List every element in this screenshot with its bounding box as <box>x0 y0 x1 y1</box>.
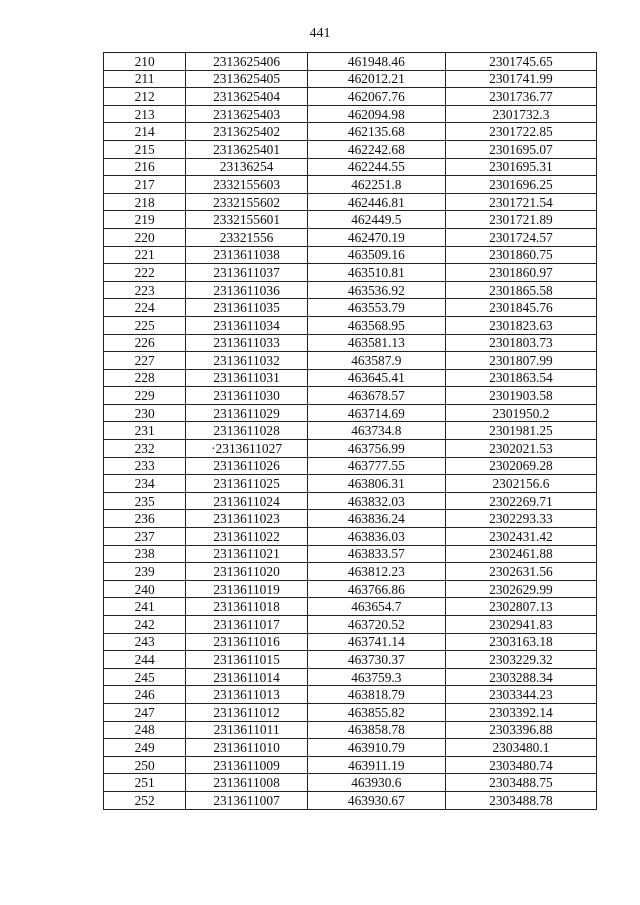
table-row <box>104 791 597 809</box>
y-coordinate-cell: 2303229.32 <box>445 651 596 669</box>
x-coordinate-cell: 463741.14 <box>307 633 445 651</box>
x-coordinate-cell: 462135.68 <box>307 123 445 141</box>
x-coordinate-cell: 463930.6 <box>307 774 445 792</box>
point-id-cell: 2313611022 <box>186 528 307 546</box>
point-id-cell: 2313611035 <box>186 299 307 317</box>
row-number-cell: 210 <box>104 53 186 71</box>
point-id-cell: 2313611037 <box>186 264 307 282</box>
y-coordinate-cell: 2303488.75 <box>445 774 596 792</box>
row-number-cell: 218 <box>104 193 186 211</box>
table-row <box>104 158 597 176</box>
y-coordinate-cell: 2301865.58 <box>445 281 596 299</box>
table-row <box>104 88 597 106</box>
point-id-cell: ·2313611027 <box>186 440 307 458</box>
point-id-cell: 2313625405 <box>186 70 307 88</box>
table-row <box>104 703 597 721</box>
table-row <box>104 492 597 510</box>
y-coordinate-cell: 2301823.63 <box>445 316 596 334</box>
x-coordinate-cell: 463858.78 <box>307 721 445 739</box>
y-coordinate-cell: 2301860.97 <box>445 264 596 282</box>
x-coordinate-cell: 462067.76 <box>307 88 445 106</box>
point-id-cell: 2313611026 <box>186 457 307 475</box>
row-number-cell: 248 <box>104 721 186 739</box>
row-number-cell: 214 <box>104 123 186 141</box>
y-coordinate-cell: 2303392.14 <box>445 703 596 721</box>
point-id-cell: 2313611034 <box>186 316 307 334</box>
coordinates-table <box>103 52 597 810</box>
table-row <box>104 633 597 651</box>
x-coordinate-cell: 463836.03 <box>307 528 445 546</box>
point-id-cell: 2313611012 <box>186 703 307 721</box>
table-row <box>104 369 597 387</box>
table-row <box>104 387 597 405</box>
y-coordinate-cell: 2302461.88 <box>445 545 596 563</box>
row-number-cell: 227 <box>104 352 186 370</box>
point-id-cell: 2313611030 <box>186 387 307 405</box>
x-coordinate-cell: 462251.8 <box>307 176 445 194</box>
table-row <box>104 228 597 246</box>
x-coordinate-cell: 463587.9 <box>307 352 445 370</box>
point-id-cell: 2313611007 <box>186 791 307 809</box>
x-coordinate-cell: 462446.81 <box>307 193 445 211</box>
point-id-cell: 2313611008 <box>186 774 307 792</box>
y-coordinate-cell: 2302431.42 <box>445 528 596 546</box>
point-id-cell: 2313611033 <box>186 334 307 352</box>
row-number-cell: 241 <box>104 598 186 616</box>
y-coordinate-cell: 2301732.3 <box>445 105 596 123</box>
point-id-cell: 2313625403 <box>186 105 307 123</box>
y-coordinate-cell: 2302629.99 <box>445 580 596 598</box>
row-number-cell: 212 <box>104 88 186 106</box>
table-row <box>104 510 597 528</box>
table-row <box>104 264 597 282</box>
x-coordinate-cell: 462449.5 <box>307 211 445 229</box>
row-number-cell: 249 <box>104 739 186 757</box>
x-coordinate-cell: 463930.67 <box>307 791 445 809</box>
row-number-cell: 239 <box>104 563 186 581</box>
x-coordinate-cell: 463759.3 <box>307 668 445 686</box>
x-coordinate-cell: 463911.19 <box>307 756 445 774</box>
x-coordinate-cell: 462242.68 <box>307 140 445 158</box>
row-number-cell: 231 <box>104 422 186 440</box>
row-number-cell: 225 <box>104 316 186 334</box>
table-row <box>104 739 597 757</box>
y-coordinate-cell: 2303396.88 <box>445 721 596 739</box>
point-id-cell: 2313611016 <box>186 633 307 651</box>
table-row <box>104 756 597 774</box>
table-row <box>104 334 597 352</box>
row-number-cell: 252 <box>104 791 186 809</box>
y-coordinate-cell: 2302021.53 <box>445 440 596 458</box>
point-id-cell: 2313611013 <box>186 686 307 704</box>
y-coordinate-cell: 2301721.54 <box>445 193 596 211</box>
x-coordinate-cell: 463832.03 <box>307 492 445 510</box>
x-coordinate-cell: 463678.57 <box>307 387 445 405</box>
y-coordinate-cell: 2303488.78 <box>445 791 596 809</box>
y-coordinate-cell: 2301736.77 <box>445 88 596 106</box>
y-coordinate-cell: 2301981.25 <box>445 422 596 440</box>
point-id-cell: 2313611010 <box>186 739 307 757</box>
point-id-cell: 2313625401 <box>186 140 307 158</box>
x-coordinate-cell: 463766.86 <box>307 580 445 598</box>
table-row <box>104 211 597 229</box>
row-number-cell: 211 <box>104 70 186 88</box>
row-number-cell: 220 <box>104 228 186 246</box>
row-number-cell: 240 <box>104 580 186 598</box>
point-id-cell: 2313611017 <box>186 616 307 634</box>
x-coordinate-cell: 463714.69 <box>307 404 445 422</box>
table-row <box>104 440 597 458</box>
table-row <box>104 246 597 264</box>
x-coordinate-cell: 463536.92 <box>307 281 445 299</box>
y-coordinate-cell: 2301903.58 <box>445 387 596 405</box>
y-coordinate-cell: 2301695.31 <box>445 158 596 176</box>
point-id-cell: 2313611009 <box>186 756 307 774</box>
table-row <box>104 105 597 123</box>
table-row <box>104 352 597 370</box>
y-coordinate-cell: 2303288.34 <box>445 668 596 686</box>
table-row <box>104 598 597 616</box>
row-number-cell: 234 <box>104 475 186 493</box>
table-row <box>104 580 597 598</box>
x-coordinate-cell: 462012.21 <box>307 70 445 88</box>
y-coordinate-cell: 2301950.2 <box>445 404 596 422</box>
table-body <box>104 53 597 810</box>
table-row <box>104 404 597 422</box>
y-coordinate-cell: 2301863.54 <box>445 369 596 387</box>
table-row <box>104 316 597 334</box>
point-id-cell: 2332155601 <box>186 211 307 229</box>
y-coordinate-cell: 2303163.18 <box>445 633 596 651</box>
row-number-cell: 251 <box>104 774 186 792</box>
table-row <box>104 422 597 440</box>
table-row <box>104 193 597 211</box>
x-coordinate-cell: 463730.37 <box>307 651 445 669</box>
table-row <box>104 721 597 739</box>
point-id-cell: 23321556 <box>186 228 307 246</box>
y-coordinate-cell: 2302069.28 <box>445 457 596 475</box>
row-number-cell: 219 <box>104 211 186 229</box>
x-coordinate-cell: 463509.16 <box>307 246 445 264</box>
row-number-cell: 229 <box>104 387 186 405</box>
x-coordinate-cell: 463836.24 <box>307 510 445 528</box>
x-coordinate-cell: 462094.98 <box>307 105 445 123</box>
table-row <box>104 616 597 634</box>
point-id-cell: 2313611018 <box>186 598 307 616</box>
x-coordinate-cell: 463806.31 <box>307 475 445 493</box>
row-number-cell: 224 <box>104 299 186 317</box>
y-coordinate-cell: 2302941.83 <box>445 616 596 634</box>
point-id-cell: 2313611015 <box>186 651 307 669</box>
x-coordinate-cell: 462244.55 <box>307 158 445 176</box>
y-coordinate-cell: 2301724.57 <box>445 228 596 246</box>
row-number-cell: 223 <box>104 281 186 299</box>
table-row <box>104 70 597 88</box>
point-id-cell: 2313611032 <box>186 352 307 370</box>
table-row <box>104 281 597 299</box>
y-coordinate-cell: 2303480.1 <box>445 739 596 757</box>
row-number-cell: 222 <box>104 264 186 282</box>
row-number-cell: 250 <box>104 756 186 774</box>
x-coordinate-cell: 463720.52 <box>307 616 445 634</box>
y-coordinate-cell: 2301860.75 <box>445 246 596 264</box>
table-row <box>104 176 597 194</box>
table-row <box>104 457 597 475</box>
row-number-cell: 230 <box>104 404 186 422</box>
x-coordinate-cell: 463910.79 <box>307 739 445 757</box>
row-number-cell: 247 <box>104 703 186 721</box>
point-id-cell: 23136254 <box>186 158 307 176</box>
y-coordinate-cell: 2301745.65 <box>445 53 596 71</box>
row-number-cell: 237 <box>104 528 186 546</box>
table-row <box>104 299 597 317</box>
table-row <box>104 528 597 546</box>
x-coordinate-cell: 463581.13 <box>307 334 445 352</box>
point-id-cell: 2313611019 <box>186 580 307 598</box>
row-number-cell: 235 <box>104 492 186 510</box>
table-row <box>104 123 597 141</box>
y-coordinate-cell: 2303480.74 <box>445 756 596 774</box>
row-number-cell: 216 <box>104 158 186 176</box>
x-coordinate-cell: 463777.55 <box>307 457 445 475</box>
row-number-cell: 246 <box>104 686 186 704</box>
y-coordinate-cell: 2302807.13 <box>445 598 596 616</box>
y-coordinate-cell: 2302156.6 <box>445 475 596 493</box>
row-number-cell: 226 <box>104 334 186 352</box>
x-coordinate-cell: 463855.82 <box>307 703 445 721</box>
point-id-cell: 2332155602 <box>186 193 307 211</box>
row-number-cell: 244 <box>104 651 186 669</box>
x-coordinate-cell: 462470.19 <box>307 228 445 246</box>
point-id-cell: 2313625402 <box>186 123 307 141</box>
x-coordinate-cell: 463756.99 <box>307 440 445 458</box>
row-number-cell: 232 <box>104 440 186 458</box>
y-coordinate-cell: 2301741.99 <box>445 70 596 88</box>
table-row <box>104 53 597 71</box>
y-coordinate-cell: 2301807.99 <box>445 352 596 370</box>
y-coordinate-cell: 2302293.33 <box>445 510 596 528</box>
table-row <box>104 774 597 792</box>
row-number-cell: 213 <box>104 105 186 123</box>
point-id-cell: 2313611038 <box>186 246 307 264</box>
point-id-cell: 2332155603 <box>186 176 307 194</box>
x-coordinate-cell: 463510.81 <box>307 264 445 282</box>
point-id-cell: 2313625404 <box>186 88 307 106</box>
point-id-cell: 2313611028 <box>186 422 307 440</box>
x-coordinate-cell: 461948.46 <box>307 53 445 71</box>
table-row <box>104 651 597 669</box>
point-id-cell: 2313625406 <box>186 53 307 71</box>
table-row <box>104 545 597 563</box>
page-number: 441 <box>309 26 331 41</box>
y-coordinate-cell: 2301721.89 <box>445 211 596 229</box>
y-coordinate-cell: 2301722.85 <box>445 123 596 141</box>
point-id-cell: 2313611029 <box>186 404 307 422</box>
row-number-cell: 236 <box>104 510 186 528</box>
row-number-cell: 215 <box>104 140 186 158</box>
row-number-cell: 233 <box>104 457 186 475</box>
table-row <box>104 686 597 704</box>
row-number-cell: 228 <box>104 369 186 387</box>
x-coordinate-cell: 463818.79 <box>307 686 445 704</box>
y-coordinate-cell: 2301803.73 <box>445 334 596 352</box>
x-coordinate-cell: 463734.8 <box>307 422 445 440</box>
table-row <box>104 563 597 581</box>
row-number-cell: 221 <box>104 246 186 264</box>
x-coordinate-cell: 463568.95 <box>307 316 445 334</box>
row-number-cell: 217 <box>104 176 186 194</box>
table-row <box>104 475 597 493</box>
point-id-cell: 2313611021 <box>186 545 307 563</box>
table-row <box>104 668 597 686</box>
y-coordinate-cell: 2302269.71 <box>445 492 596 510</box>
point-id-cell: 2313611011 <box>186 721 307 739</box>
point-id-cell: 2313611024 <box>186 492 307 510</box>
point-id-cell: 2313611020 <box>186 563 307 581</box>
x-coordinate-cell: 463833.57 <box>307 545 445 563</box>
y-coordinate-cell: 2301845.76 <box>445 299 596 317</box>
y-coordinate-cell: 2302631.56 <box>445 563 596 581</box>
point-id-cell: 2313611014 <box>186 668 307 686</box>
y-coordinate-cell: 2301696.25 <box>445 176 596 194</box>
x-coordinate-cell: 463812.23 <box>307 563 445 581</box>
row-number-cell: 238 <box>104 545 186 563</box>
table-row <box>104 140 597 158</box>
row-number-cell: 242 <box>104 616 186 634</box>
y-coordinate-cell: 2303344.23 <box>445 686 596 704</box>
row-number-cell: 243 <box>104 633 186 651</box>
point-id-cell: 2313611036 <box>186 281 307 299</box>
row-number-cell: 245 <box>104 668 186 686</box>
x-coordinate-cell: 463553.79 <box>307 299 445 317</box>
point-id-cell: 2313611031 <box>186 369 307 387</box>
x-coordinate-cell: 463645.41 <box>307 369 445 387</box>
x-coordinate-cell: 463654.7 <box>307 598 445 616</box>
point-id-cell: 2313611025 <box>186 475 307 493</box>
point-id-cell: 2313611023 <box>186 510 307 528</box>
y-coordinate-cell: 2301695.07 <box>445 140 596 158</box>
